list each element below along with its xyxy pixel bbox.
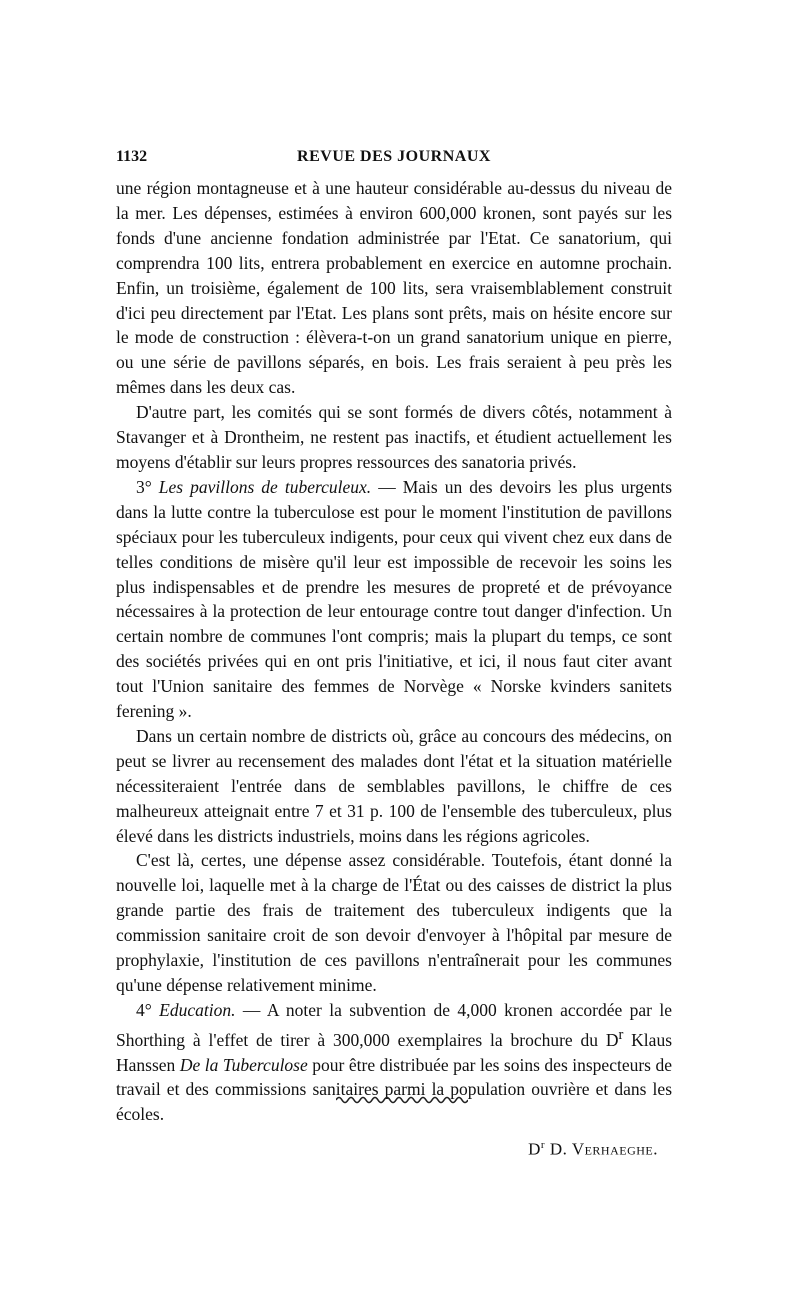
section-3-number: 3°	[136, 476, 152, 497]
paragraph-4: Dans un certain nombre de districts où, grâce au concours des médecins, on peut se livrer au recensement des malades dont l'état et la situation matérielle nécessiteraient l'entrée dans de semblables pavillons, le chiffre de ces malheureux atteignait entre 7 et 31 p. 100 de l'ensemble des tuberculeux, plus élevé dans les districts industriels, moins dans les régions agricoles.	[116, 725, 672, 846]
running-title: REVUE DES JOURNAUX	[297, 148, 491, 165]
signature-name: D. Verhaeghe.	[549, 1139, 658, 1159]
paragraph-6	[116, 998, 672, 1127]
article-body	[116, 176, 672, 1163]
signature-prefix: D	[528, 1139, 541, 1159]
paragraph-2: D'autre part, les comités qui se sont formés de divers côtés, notamment à Stavanger et à Drontheim, ne restent pas inactifs, et étudient actuellement les moyens d'établir sur leurs propres ressources des sanatoria privés.	[116, 402, 672, 472]
paragraph-3	[116, 475, 672, 724]
signature-sup: r	[540, 1139, 546, 1152]
wavy-divider-ornament	[336, 1093, 468, 1105]
paragraph-1: une région montagneuse et à une hauteur considérable au-dessus du niveau de la mer. Les dépenses, estimées à environ 600,000 kronen, sont payés sur les fonds d'une ancienne fondation administrée par l'Etat. Ce sanatorium, qui comprendra 100 lits, entrera probablement en exercice en automne prochain. Enfin, un troisième, également de 100 lits, sera vraisemblablement construit d'ici peu directement par l'Etat. Les plans sont prêts, mais on hésite encore sur le mode de construction : élèvera-t-on un grand sanatorium unique en pierre, ou une série de pavillons séparés, en bois. Les frais seraient à peu près les mêmes dans les deux cas.	[116, 178, 672, 398]
section-4-number: 4°	[136, 999, 152, 1020]
section-4-title: Education.	[159, 999, 236, 1020]
signature	[116, 1133, 672, 1163]
section-3-title: Les pavillons de tuberculeux.	[158, 476, 372, 497]
author-name: Klaus Hanssen	[116, 1029, 672, 1075]
section-4-text-b: pour être distribuée par les soins des inspecteurs de travail et des commissions sanitaires parmi la population ouvrière et dans les écoles.	[116, 1054, 673, 1125]
section-4-dash: —	[242, 999, 261, 1020]
section-4-text-a: A noter la subvention de 4,000 kronen accordée par le Shorthing à l'effet de tirer à 300,000 exemplaires la brochure du	[116, 999, 673, 1050]
doctor-prefix: D	[605, 1029, 619, 1050]
page-number: 1132	[116, 148, 148, 165]
paragraph-5: C'est là, certes, une dépense assez considérable. Toutefois, étant donné la nouvelle loi, laquelle met à la charge de l'État ou des caisses de district la plus grande partie des frais de traitement des tuberculeux indigents que la commission sanitaire croit de son devoir d'envoyer à l'hôpital par mesure de prophylaxie, l'institution de ces pavillons n'entraînerait pour les communes qu'une dépense relativement minime.	[116, 850, 672, 995]
book-title: De la Tuberculose	[179, 1054, 308, 1075]
section-3-text: Mais un des devoirs les plus urgents dans la lutte contre la tuberculose est pour le moment l'institution de pavillons spéciaux pour les tuberculeux indigents, pour ceux qui vivent chez eux dans de telles conditions de misère qu'il leur est impossible de recevoir les soins les plus indispensables et de prendre les mesures de propreté et de prévoyance nécessaires à la protection de leur entourage contre tout danger d'infection. Un certain nombre de communes l'ont compris; mais la plupart du temps, ce sont des sociétés privées qui en ont pris l'initiative, et ici, il nous faut citer avant tout l'Union sanitaire des femmes de Norvège « Norske kvinders sanitets ferening ».	[116, 476, 673, 722]
page-header	[116, 144, 672, 172]
section-3-dash: —	[378, 476, 396, 497]
doctor-sup: r	[618, 1026, 624, 1043]
